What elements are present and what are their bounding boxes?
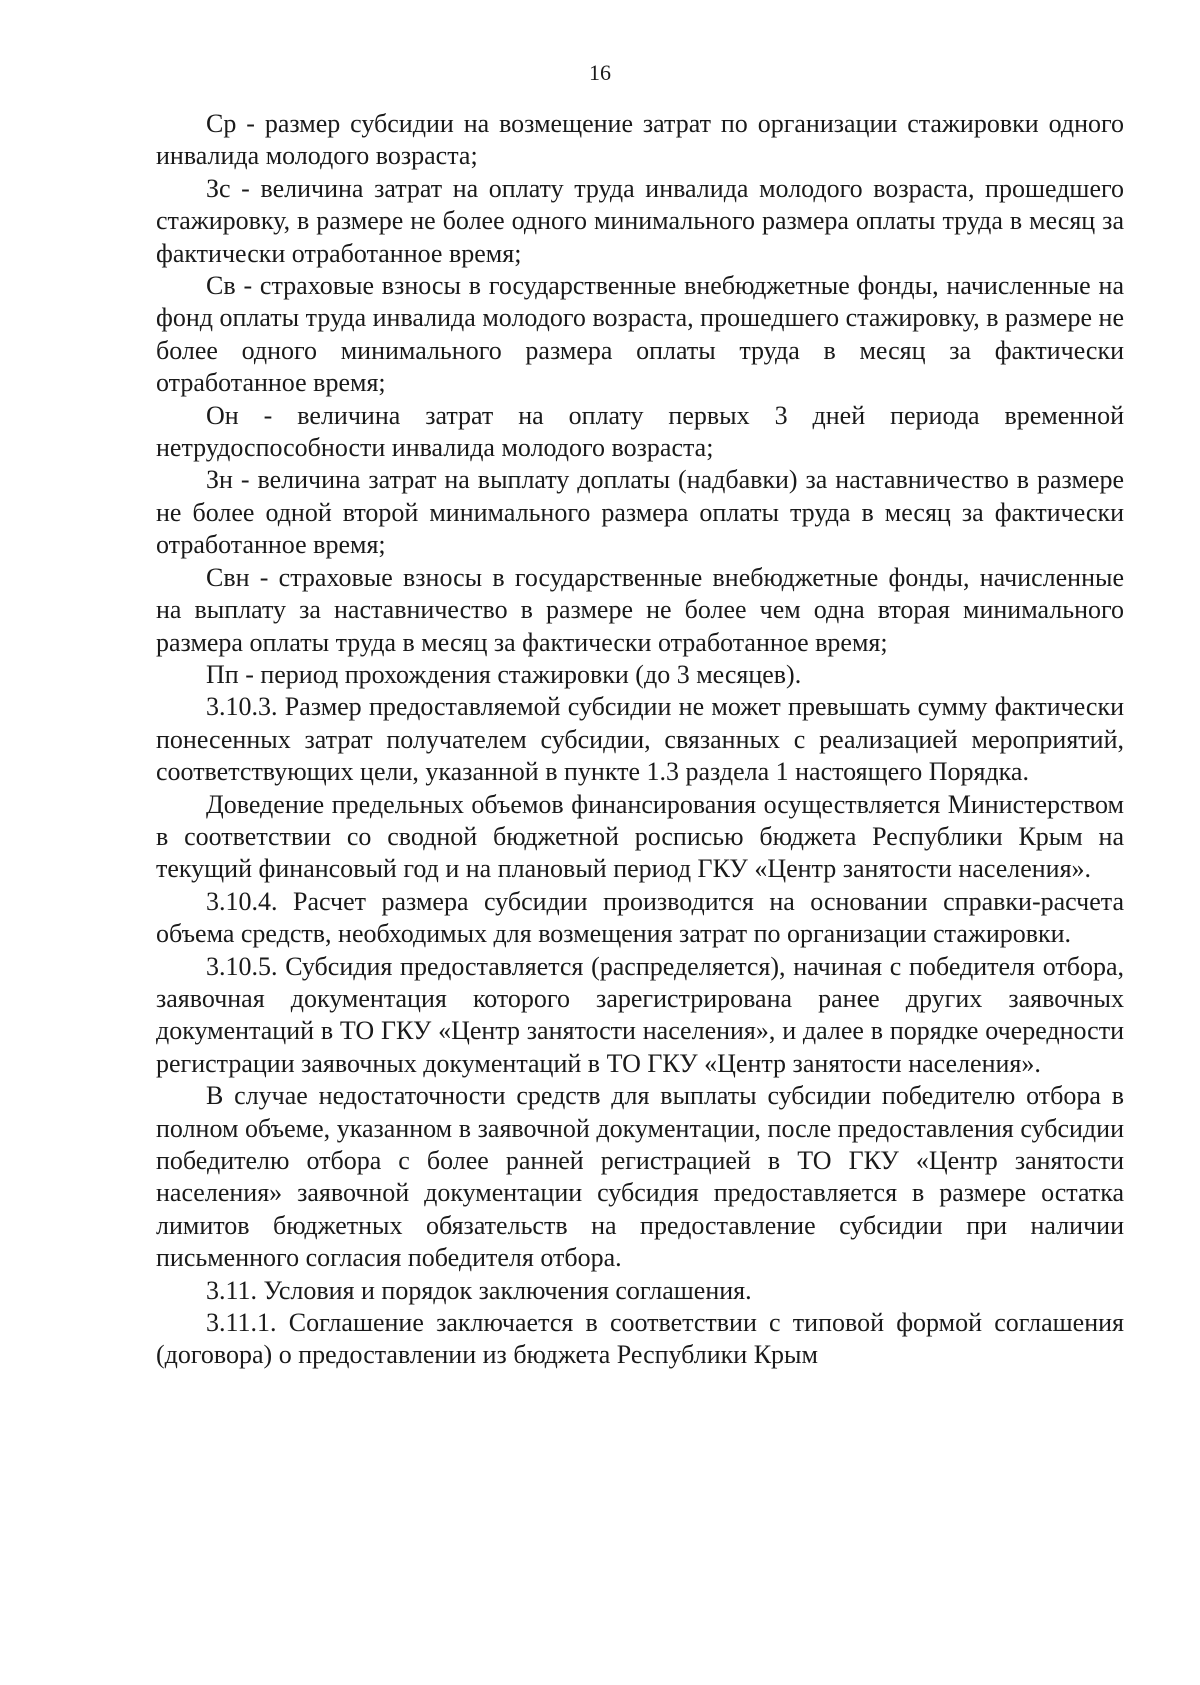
paragraph-on-definition: Он - величина затрат на оплату первых 3 дней периода временной нетрудоспособности инвалида молодого возраста; [156, 400, 1124, 463]
paragraph-3-11-1: 3.11.1. Соглашение заключается в соответствии с типовой формой соглашения (договора) о предоставлении из бюджета Республики Крым [156, 1308, 1124, 1370]
paragraph-svn-definition: Свн - страховые взносы в государственные внебюджетные фонды, начисленные на выплату за наставничество в размере не более чем одна вторая минимального размера оплаты труда в месяц за фактически отработанное время; [156, 562, 1124, 657]
paragraph-3-10-5: 3.10.5. Субсидия предоставляется (распределяется), начиная с победителя отбора, заявочная документация которого зарегистрирована ранее других заявочных документаций в ТО ГКУ «Центр занятости населения», и далее в порядке очередности регистрации заявочных документаций в ТО ГКУ «Центр занятости населения». [156, 951, 1124, 1078]
paragraph-pp-definition: Пп - период прохождения стажировки (до 3 месяцев). [206, 659, 802, 689]
paragraph-3-11: 3.11. Условия и порядок заключения соглашения. [206, 1275, 752, 1305]
paragraph-zs-definition: Зс - величина затрат на оплату труда инвалида молодого возраста, прошедшего стажировку, в размере не более одного минимального размера оплаты труда в месяц за фактически отработанное время; [156, 173, 1124, 268]
paragraph-3-10-4: 3.10.4. Расчет размера субсидии производится на основании справки-расчета объема средств, необходимых для возмещения затрат по организации стажировки. [156, 886, 1124, 949]
paragraph-zn-definition: Зн - величина затрат на выплату доплаты (надбавки) за наставничество в размере не более одной второй минимального размера оплаты труда в месяц за фактически отработанное время; [156, 465, 1124, 560]
paragraph-3-10-3: 3.10.3. Размер предоставляемой субсидии не может превышать сумму фактически понесенных затрат получателем субсидии, связанных с реализацией мероприятий, соответствующих цели, указанной в пункте 1.3 раздела 1 настоящего Порядка. [156, 692, 1124, 787]
paragraph-sv-definition: Св - страховые взносы в государственные внебюджетные фонды, начисленные на фонд оплаты труда инвалида молодого возраста, прошедшего стажировку, в размере не более одного минимального размера оплаты труда в месяц за фактически отработанное время; [156, 271, 1124, 398]
paragraph-cp-definition: Ср - размер субсидии на возмещение затрат по организации стажировки одного инвалида молодого возраста; [156, 109, 1124, 171]
document-body [156, 108, 1124, 1372]
paragraph-financing-limits: Доведение предельных объемов финансирования осуществляется Министерством в соответствии со сводной бюджетной росписью бюджета Республики Крым на текущий финансовый год и на плановый период ГКУ «Центр занятости населения». [156, 789, 1124, 884]
paragraph-insufficient-funds: В случае недостаточности средств для выплаты субсидии победителю отбора в полном объеме, указанном в заявочной документации, после предоставления субсидии победителю отбора с более ранней регистрацией в ТО ГКУ «Центр занятости населения» заявочной документации субсидия предоставляется в размере остатка лимитов бюджетных обязательств на предоставление субсидии при наличии письменного согласия победителя отбора. [156, 1081, 1124, 1273]
page-number: 16 [589, 60, 611, 85]
